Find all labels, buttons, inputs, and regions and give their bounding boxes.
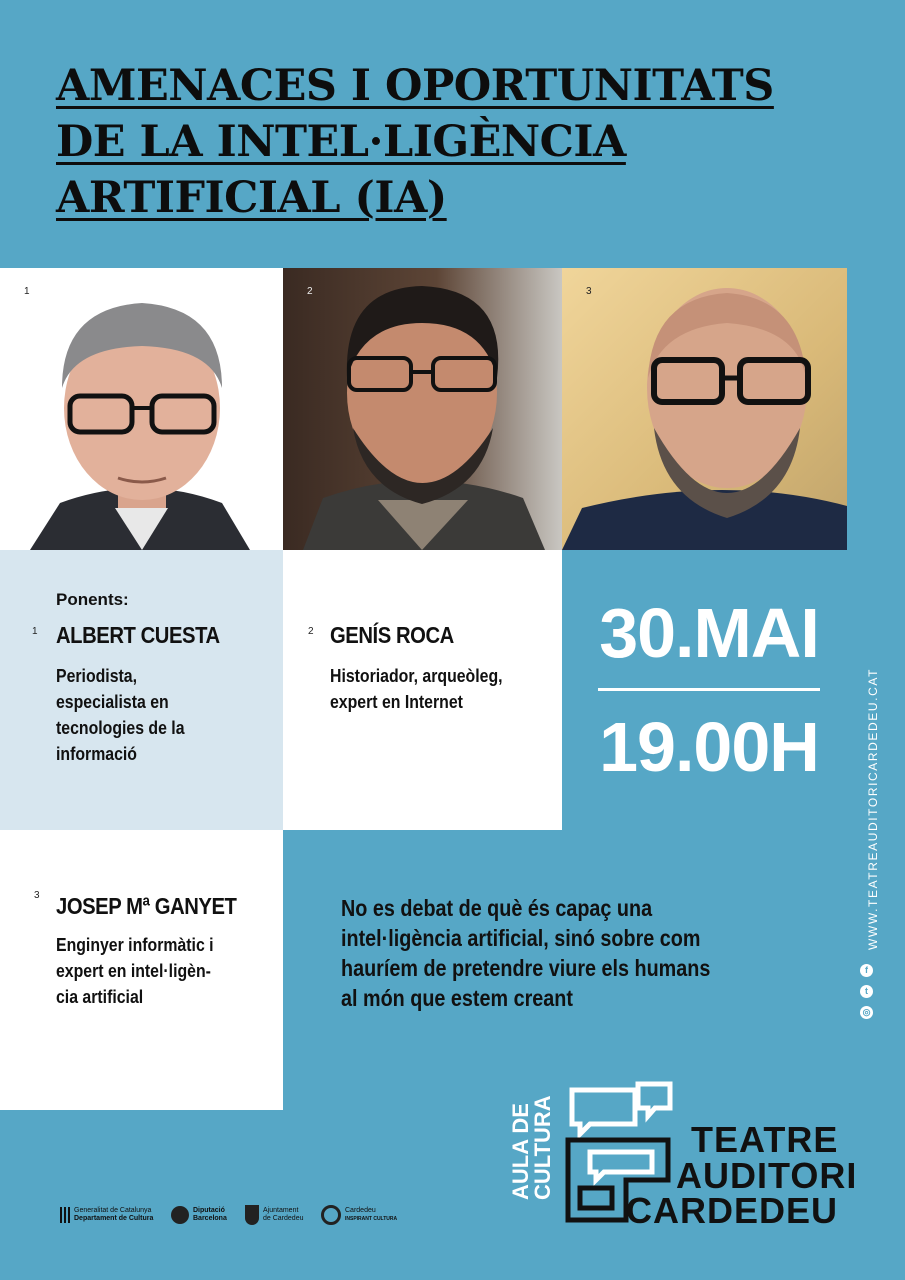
logo-text xyxy=(193,1207,227,1223)
twitter-icon[interactable]: t xyxy=(860,985,873,998)
portrait-illustration xyxy=(0,268,283,550)
aula-line: CULTURA xyxy=(530,1095,555,1200)
photo-number: 3 xyxy=(586,286,592,297)
cardedeu-cultura-logo xyxy=(321,1202,397,1228)
speaker-number: 3 xyxy=(34,890,40,901)
event-quote xyxy=(341,893,710,1013)
title-line-1: AMENACES I OPORTUNITATS xyxy=(56,61,774,111)
aula-line: AULA DE xyxy=(508,1103,533,1200)
instagram-icon[interactable]: ◎ xyxy=(860,1006,873,1019)
logo-line: Ajuntament xyxy=(263,1207,299,1214)
desc-line: tecnologies de la xyxy=(56,718,185,738)
page-title xyxy=(56,58,876,226)
generalitat-icon xyxy=(60,1207,70,1223)
event-time: 19.00H xyxy=(599,708,819,786)
desc-line: informació xyxy=(56,744,137,764)
website-link[interactable]: WWW.TEATREAUDITORICARDEDEU.CAT xyxy=(866,668,880,950)
quote-line: intel·ligència artificial, sinó sobre com xyxy=(341,925,701,951)
desc-line: Periodista, xyxy=(56,666,137,686)
desc-line: expert en Internet xyxy=(330,692,463,712)
brand-auditori: AUDITORI xyxy=(676,1155,858,1196)
speaker-description xyxy=(56,932,214,1010)
logo-line: Generalitat de Catalunya xyxy=(74,1207,152,1214)
ponents-label: Ponents: xyxy=(56,590,129,609)
speaker-photo-1 xyxy=(0,268,283,550)
desc-line: Enginyer informàtic i xyxy=(56,935,214,955)
speaker-photo-3 xyxy=(562,268,847,550)
generalitat-logo xyxy=(60,1202,153,1228)
event-date: 30.MAI xyxy=(599,594,819,672)
diputacio-logo xyxy=(171,1202,227,1228)
brand-cardedeu: CARDEDEU xyxy=(626,1190,839,1231)
speaker-name: ALBERT CUESTA xyxy=(56,622,220,648)
date-divider xyxy=(598,688,820,691)
photo-number: 2 xyxy=(307,286,313,297)
desc-line: cia artificial xyxy=(56,987,144,1007)
ajuntament-logo xyxy=(245,1202,303,1228)
speaker-photo-2 xyxy=(283,268,562,550)
cardedeu-icon xyxy=(321,1205,341,1225)
logo-line: INSPIRANT CULTURA xyxy=(345,1216,398,1222)
logo-line: de Cardedeu xyxy=(263,1215,304,1222)
coat-of-arms-icon xyxy=(245,1205,259,1225)
facebook-icon[interactable]: f xyxy=(860,964,873,977)
title-line-3: ARTIFICIAL (IA) xyxy=(56,173,447,223)
title-line-2: DE LA INTEL·LIGÈNCIA xyxy=(56,117,626,167)
speaker-description xyxy=(330,663,503,715)
logo-line: Departament de Cultura xyxy=(74,1215,154,1222)
logo-line: Cardedeu xyxy=(345,1207,376,1214)
photo-number: 1 xyxy=(24,286,30,297)
logo-text xyxy=(74,1207,153,1223)
quote-line: hauríem de pretendre viure els humans xyxy=(341,955,711,981)
portrait-illustration xyxy=(283,268,562,550)
desc-line: expert en intel·ligèn- xyxy=(56,961,211,981)
quote-line: No es debat de què és capaç una xyxy=(341,895,653,921)
logo-line: Barcelona xyxy=(193,1215,227,1222)
speaker-name: JOSEP Mª GANYET xyxy=(56,893,237,919)
speaker-number: 1 xyxy=(32,626,38,637)
desc-line: Historiador, arqueòleg, xyxy=(330,666,503,686)
desc-line: especialista en xyxy=(56,692,169,712)
speaker-number: 2 xyxy=(308,626,314,637)
diputacio-icon xyxy=(171,1206,189,1224)
logo-text xyxy=(263,1207,303,1223)
brand-teatre: TEATRE xyxy=(691,1119,839,1160)
aula-de-cultura-label xyxy=(510,1095,554,1200)
quote-line: al món que estem creant xyxy=(341,985,573,1011)
speaker-name: GENÍS ROCA xyxy=(330,622,454,648)
logo-line: Diputació xyxy=(193,1207,225,1214)
logo-text xyxy=(345,1207,397,1223)
portrait-illustration xyxy=(562,268,847,550)
speaker-description xyxy=(56,663,185,767)
